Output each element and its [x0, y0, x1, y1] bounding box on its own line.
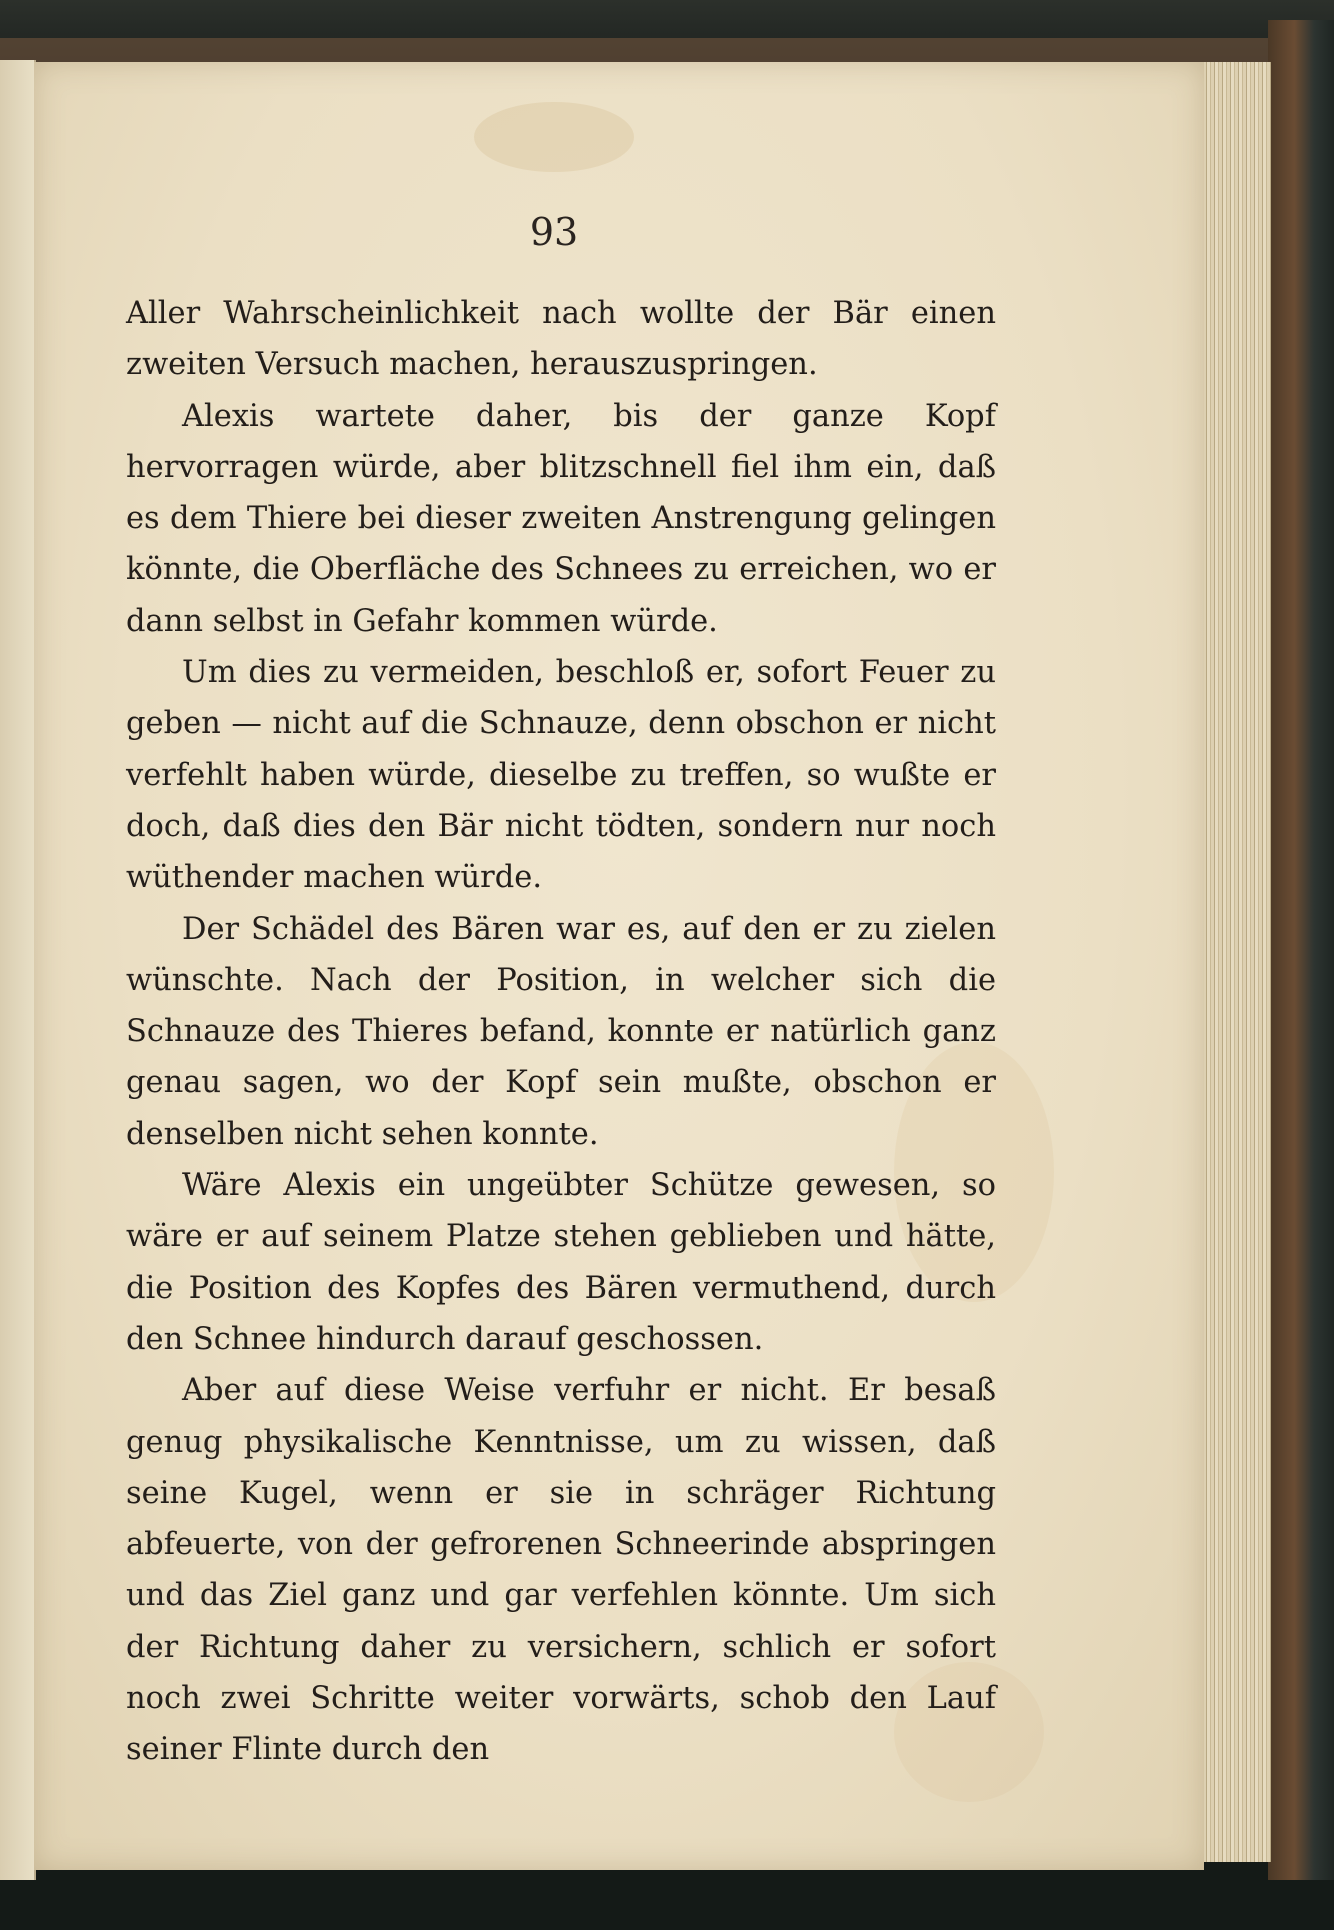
paragraph: Aber auf diese Weise verfuhr er nicht. Er besaß genug physikalische Kenntnisse, um zu wissen, daß seine Kugel, wenn er sie in schräger Richtung abfeuerte, von der gefrorenen Schneerinde abspringen und das Ziel ganz und gar verfehlen könnte. Um sich der Richtung daher zu versichern, schlich er sofort noch zwei Schritte weiter vorwärts, schob den Lauf seiner Flinte durch den	[126, 1373, 996, 1768]
paragraph: Wäre Alexis ein ungeübter Schütze gewesen, so wäre er auf seinem Platze stehen geblieben und hätte, die Position des Kopfes des Bären vermuthend, durch den Schnee hindurch darauf geschossen.	[126, 1168, 996, 1357]
book-page	[34, 62, 1204, 1870]
paper-stain	[474, 102, 634, 172]
paragraph: Alexis wartete daher, bis der ganze Kopf hervorragen würde, aber blitzschnell fiel ihm ein, daß es dem Thiere bei dieser zweiten Anstrengung gelingen könnte, die Oberfläche des Schnees zu erreichen, wo er dann selbst in Gefahr kommen würde.	[126, 398, 996, 639]
page-number: 93	[529, 210, 579, 254]
paragraph: Aller Wahrscheinlichkeit nach wollte der Bär einen zweiten Versuch machen, herauszuspringen.	[126, 296, 996, 383]
book-cover-right	[1268, 20, 1334, 1880]
body-text	[126, 288, 996, 1776]
paragraph: Der Schädel des Bären war es, auf den er zu zielen wünschte. Nach der Position, in welcher sich die Schnauze des Thieres befand, konnte er natürlich ganz genau sagen, wo der Kopf sein mußte, obschon er denselben nicht sehen konnte.	[126, 911, 996, 1152]
facing-page-edge	[0, 60, 36, 1880]
paragraph: Um dies zu vermeiden, beschloß er, sofort Feuer zu geben — nicht auf die Schnauze, denn obschon er nicht verfehlt haben würde, dieselbe zu treffen, so wußte er doch, daß dies den Bär nicht tödten, sondern nur noch wüthender machen würde.	[126, 655, 996, 896]
